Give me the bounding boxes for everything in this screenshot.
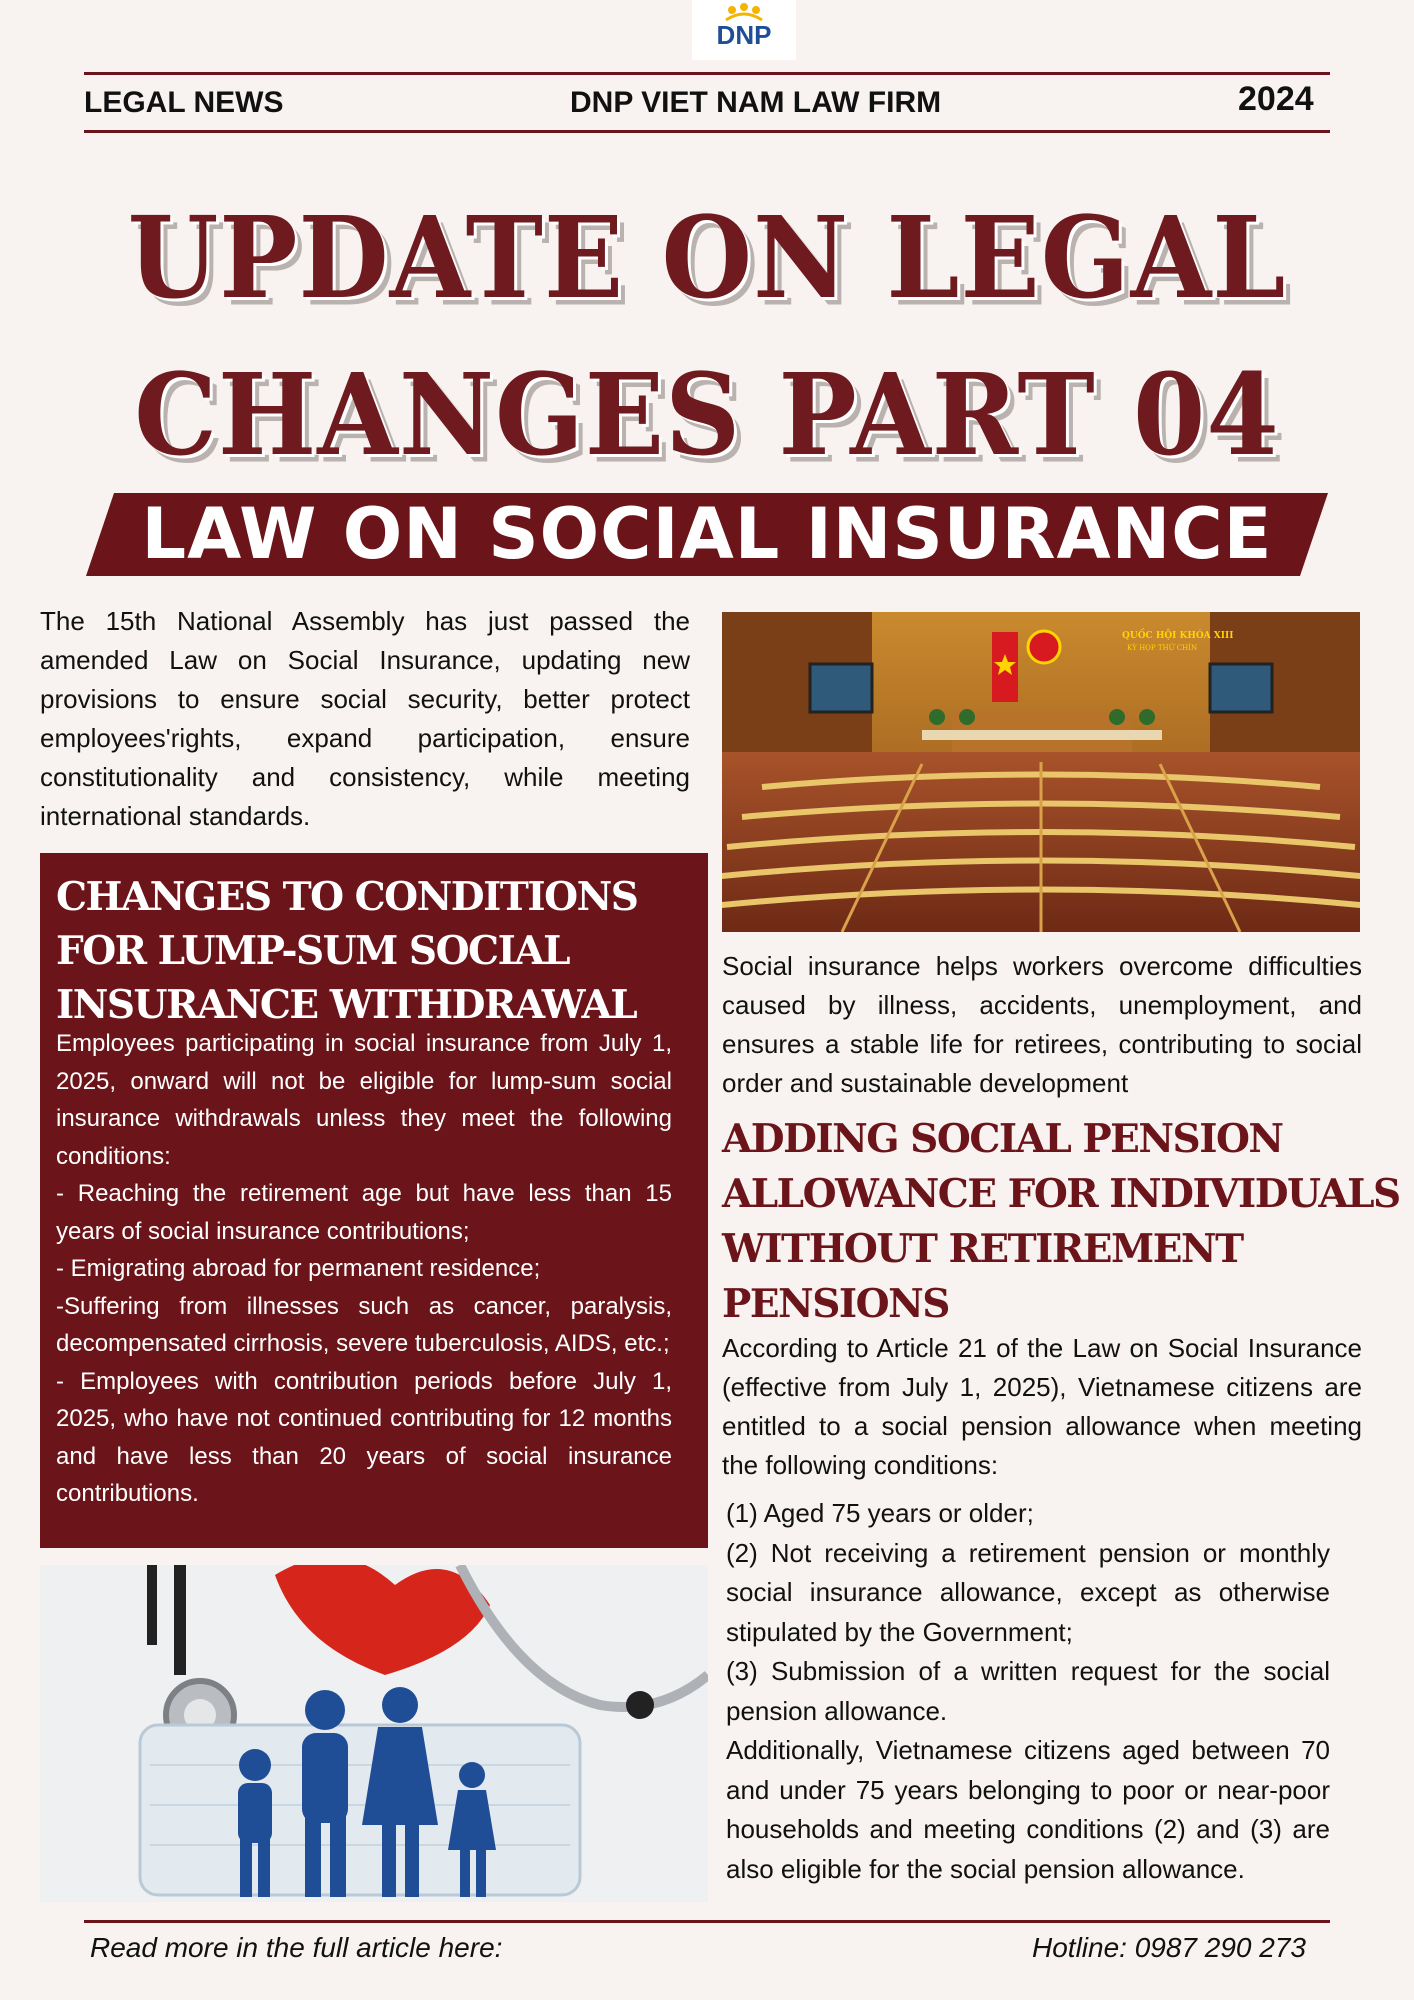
list-item: (2) Not receiving a retirement pension or monthly social insurance allowance, except as otherwise stipulated by the Government; xyxy=(726,1537,1330,1647)
section-1-title: CHANGES TO CONDITIONS FOR LUMP-SUM SOCIAL INSURANCE WITHDRAWAL xyxy=(56,874,638,1028)
healthcare-family-photo xyxy=(40,1565,708,1902)
photo-caption: Social insurance helps workers overcome difficulties caused by illness, accidents, unemployment, and ensures a stable life for retirees, contributing to social order and sustainable development xyxy=(722,951,1362,1098)
list-item: (3) Submission of a written request for the social pension allowance. xyxy=(726,1656,1330,1726)
header-firm-name: DNP VIET NAM LAW FIRM xyxy=(570,86,942,119)
section-2-title: ADDING SOCIAL PENSION ALLOWANCE FOR INDIVIDUALS WITHOUT RETIREMENT PENSIONS xyxy=(722,1116,1400,1327)
footer-rule xyxy=(84,1920,1330,1923)
header-year: 2024 xyxy=(1238,80,1314,118)
read-more-link[interactable]: Read more in the full article here: xyxy=(90,1932,503,1963)
subject-banner-text: LAW ON SOCIAL INSURANCE xyxy=(141,493,1273,575)
section-1-body xyxy=(56,1025,672,1513)
section-1-paragraph: - Employees with contribution periods before July 1, 2025, who have not continued contributing for 12 months and have less than 20 years of social insurance contributions. xyxy=(56,1367,672,1507)
parliament-hall-photo xyxy=(722,612,1360,932)
intro-paragraph: The 15th National Assembly has just passed the amended Law on Social Insurance, updating new provisions to ensure social security, better protect employees'rights, expand participation, ensure constitutionality and consistency, while meeting international standards. xyxy=(40,606,690,831)
section-1-paragraph: - Reaching the retirement age but have less than 15 years of social insurance contributions; xyxy=(56,1180,672,1245)
hall-sign-text: QUỐC HỘI KHÓA XIII xyxy=(1122,631,1234,641)
section-2-intro: According to Article 21 of the Law on Social Insurance (effective from July 1, 2025), Vietnamese citizens are entitled to a social pension allowance when meeting the following conditions: xyxy=(722,1333,1362,1480)
page-title-line-1: UPDATE ON LEGAL xyxy=(127,191,1287,324)
header-section-label: LEGAL NEWS xyxy=(84,86,284,119)
section-1-paragraph: -Suffering from illnesses such as cancer, paralysis, decompensated cirrhosis, severe tuberculosis, AIDS, etc.; xyxy=(56,1292,672,1357)
hotline: Hotline: 0987 290 273 xyxy=(1032,1932,1306,1963)
company-logo xyxy=(692,0,796,60)
section-1-paragraph: Employees participating in social insurance from July 1, 2025, onward will not be eligible for lump-sum social insurance withdrawals unless they meet the following conditions: xyxy=(56,1030,672,1170)
section-1-paragraph: - Emigrating abroad for permanent residence; xyxy=(56,1255,541,1282)
header-rule-top xyxy=(84,72,1330,75)
list-item: Additionally, Vietnamese citizens aged between 70 and under 75 years belonging to poor or near-poor households and meeting conditions (2) and (3) are also eligible for the social pension allowance. xyxy=(726,1735,1330,1884)
page-title-line-2: CHANGES PART 04 xyxy=(134,348,1280,481)
hall-sign-subtext: KỲ HỌP THỨ CHÍN xyxy=(1127,644,1198,652)
header-rule-bottom xyxy=(84,130,1330,133)
list-item: (1) Aged 75 years or older; xyxy=(726,1498,1034,1528)
logo-text: DNP xyxy=(716,20,772,50)
section-2-list xyxy=(726,1494,1330,1889)
